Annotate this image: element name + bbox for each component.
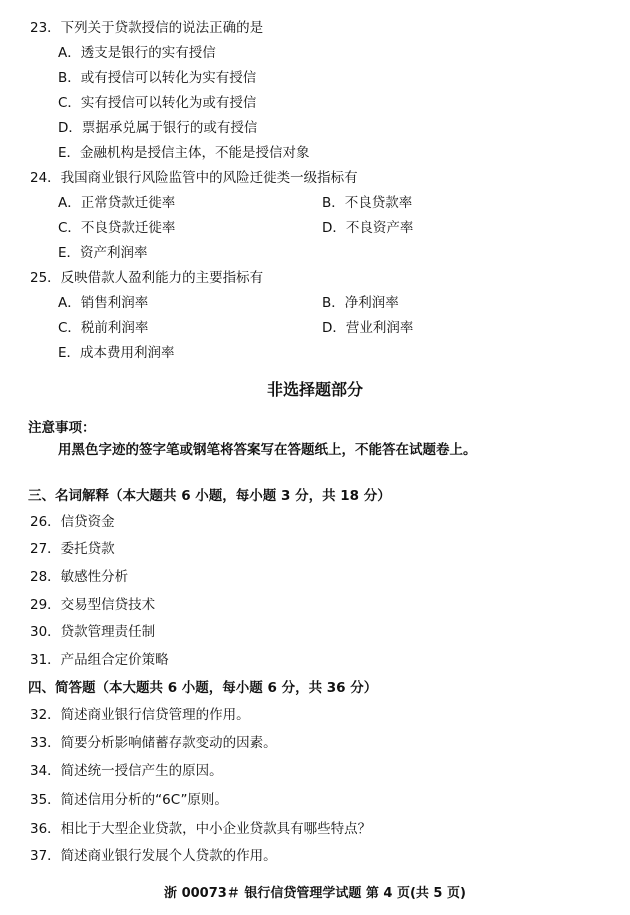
q25-option-c: C．税前利润率 <box>58 320 149 336</box>
part3-heading: 三、名词解释（本大题共 6 小题，每小题 3 分，共 18 分） <box>28 488 391 504</box>
q25-option-e: E．成本费用利润率 <box>58 345 175 361</box>
q23-option-b: B．或有授信可以转化为实有授信 <box>58 70 257 86</box>
part4-item: 35．简述信用分析的“6C”原则。 <box>30 792 228 808</box>
part4-item: 34．简述统一授信产生的原因。 <box>30 763 223 779</box>
q25-stem: 25．反映借款人盈利能力的主要指标有 <box>30 270 264 286</box>
q23-option-c: C．实有授信可以转化为或有授信 <box>58 95 257 111</box>
q24-stem: 24．我国商业银行风险监管中的风险迁徙类一级指标有 <box>30 170 358 186</box>
part3-item: 28．敏感性分析 <box>30 569 129 585</box>
part4-item: 36．相比于大型企业贷款，中小企业贷款具有哪些特点？ <box>30 821 372 837</box>
section-title: 非选择题部分 <box>266 380 363 399</box>
q25-option-d: D．营业利润率 <box>322 320 414 336</box>
q23-option-d: D．票据承兑属于银行的或有授信 <box>58 120 258 136</box>
q25-option-b: B．净利润率 <box>322 295 399 311</box>
q24-option-e: E．资产利润率 <box>58 245 148 261</box>
q24-option-b: B．不良贷款率 <box>322 195 413 211</box>
part4-item: 32．简述商业银行信贷管理的作用。 <box>30 707 250 723</box>
q25-option-a: A．销售利润率 <box>58 295 149 311</box>
q23-stem: 23．下列关于贷款授信的说法正确的是 <box>30 20 264 36</box>
page-footer: 浙 00073＃ 银行信贷管理学试题 第 4 页(共 5 页) <box>164 886 466 901</box>
part4-item: 33．简要分析影响储蓄存款变动的因素。 <box>30 735 277 751</box>
q24-option-d: D．不良资产率 <box>322 220 414 236</box>
q24-option-a: A．正常贷款迁徙率 <box>58 195 176 211</box>
q24-option-c: C．不良贷款迁徙率 <box>58 220 176 236</box>
q23-option-a: A．透支是银行的实有授信 <box>58 45 216 61</box>
part3-item: 29．交易型信贷技术 <box>30 597 156 613</box>
notice-text: 用黑色字迹的签字笔或钢笔将答案写在答题纸上，不能答在试题卷上。 <box>58 442 477 458</box>
part3-item: 30．贷款管理责任制 <box>30 624 156 640</box>
notice-heading: 注意事项： <box>28 420 96 436</box>
part3-item: 27．委托贷款 <box>30 541 115 557</box>
part4-heading: 四、简答题（本大题共 6 小题，每小题 6 分，共 36 分） <box>28 680 378 696</box>
part3-item: 31．产品组合定价策略 <box>30 652 169 668</box>
part4-item: 37．简述商业银行发展个人贷款的作用。 <box>30 848 277 864</box>
part3-item: 26．信贷资金 <box>30 514 115 530</box>
q23-option-e: E．金融机构是授信主体，不能是授信对象 <box>58 145 310 161</box>
